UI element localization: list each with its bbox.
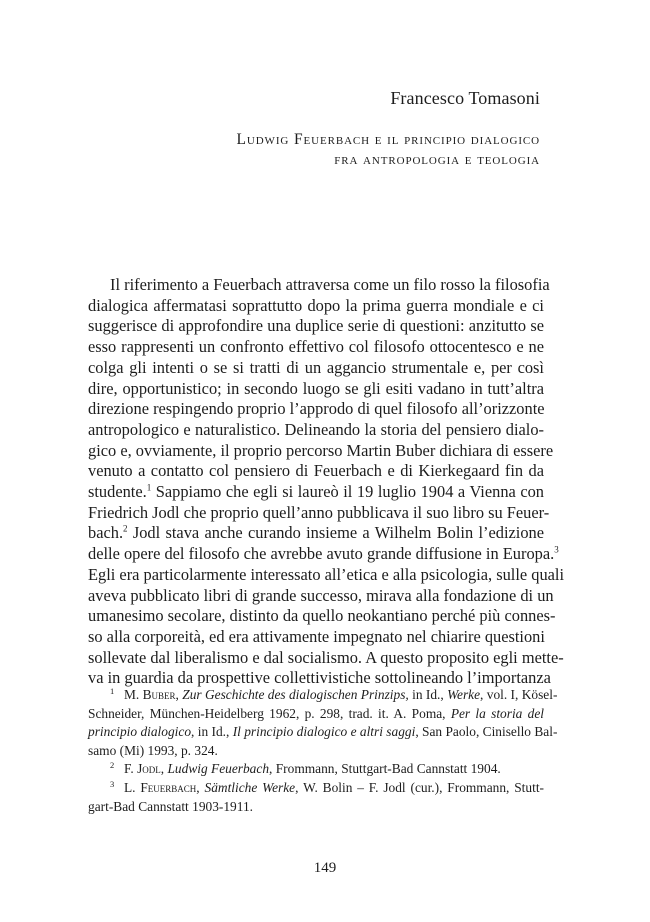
body-line: aveva pubblicato libri di grande successo, mirava alla fondazione di un [88, 585, 554, 605]
title-line-1: Ludwig Feuerbach e il principio dialogico [236, 131, 540, 148]
body-line [88, 544, 559, 565]
body-line: suggerisce di approfondire una duplice serie di questioni: anzitutto se [88, 316, 544, 336]
footnote-text: , vol. I, Kösel- [480, 687, 558, 702]
footnote-author: M. Buber, [124, 687, 179, 702]
body-line: Friedrich Jodl che proprio quell’anno pubblicava il suo libro su Feuer- [88, 502, 550, 522]
footnote-text: , Frommann, Stuttgart-Bad Cannstatt 1904. [269, 761, 501, 777]
page-number: 149 [313, 860, 337, 876]
body-line: so alla corporeità, ed era attivamente impegnato nel chiarire questioni [88, 626, 545, 646]
footnote-author: L. Feuerbach, [124, 779, 200, 795]
footnote-work-title: Sämtliche Werke [204, 779, 296, 795]
body-line: Il riferimento a Feuerbach attraversa come un filo rosso la filosofia [110, 275, 550, 294]
body-fragment: Sappiamo che egli si laureò il 19 luglio 1904 a Vienna con [151, 482, 544, 502]
footnote-work-title: Zur Geschichte des dialogischen Prinzips, [182, 687, 409, 702]
body-line [88, 482, 544, 503]
body-line: venuto a contatto col pensiero di Feuerbach e di Kierkegaard fin da [88, 461, 544, 481]
footnote-text: Schneider, München-Heidelberg 1962, p. 298, trad. it. A. Poma, [88, 705, 451, 721]
body-line: antropologico e naturalistico. Delineando la storia del pensiero dialo- [88, 419, 544, 439]
footnote-text: , in Id., [191, 724, 233, 740]
footnote-work-title: Ludwig Feuerbach [167, 761, 270, 777]
footnotes [88, 685, 558, 816]
body-line: Egli era particolarmente interessato all’etica e alla psicologia, sulle quali [88, 564, 565, 584]
body-fragment: bach. [88, 523, 124, 543]
body-line: dialogica affermatasi soprattutto dopo la prima guerra mondiale e ci [88, 295, 544, 315]
footnote-work-title: Werke [447, 687, 481, 702]
footnote-1-line: samo (Mi) 1993, p. 324. [88, 742, 218, 758]
body-line [88, 523, 544, 544]
body-line: umanesimo secolare, distinto da quello neokantiano perché più connes- [88, 606, 556, 626]
body-line: colga gli intenti o se si tratti di un aggancio strumentale e, per così [88, 357, 544, 377]
footnote-1: 1 M. Buber, Zur Geschichte des dialogischen Prinzips, in Id., Werke, vol. I, Kösel- [110, 685, 558, 702]
body-line: va in guardia da prospettive collettivistiche sottolineando l’importanza [88, 668, 551, 688]
footnote-work-title: Il principio dialogico e altri saggi [232, 724, 416, 740]
footnote-text: in Id., [408, 687, 448, 702]
footnote-reference-1[interactable]: 1 [146, 482, 152, 493]
footnote-text: , San Paolo, Cinisello Bal- [415, 724, 558, 740]
body-fragment: studente. [88, 482, 147, 502]
body-line: sollevate dal liberalismo e dal socialismo. A questo proposito egli mette- [88, 647, 564, 667]
footnote-text: , W. Bolin – F. Jodl (cur.), Frommann, Stutt- [295, 779, 544, 795]
author-name: Francesco Tomasoni [390, 88, 540, 108]
footnote-work-title: principio dialogico [88, 724, 192, 740]
body-fragment: Jodl stava anche curando insieme a Wilhelm Bolin l’edizione [127, 523, 544, 543]
body-line: dire, opportunistico; in secondo luogo se gli esiti vadano in tutt’altra [88, 378, 544, 398]
body-line: gico e, ovviamente, il proprio percorso Martin Buber dichiara di essere [88, 440, 554, 460]
body-text [88, 275, 565, 689]
footnote-2: 2 F. Jodl, Ludwig Feuerbach, Frommann, Stuttgart-Bad Cannstatt 1904. [110, 759, 501, 777]
footnote-reference-2[interactable]: 2 [123, 523, 128, 534]
body-line: esso rappresenti un confronto effettivo col filosofo ottocentesco e ne [88, 337, 544, 357]
footnote-1-line [88, 723, 558, 742]
footnote-1-line [88, 705, 544, 724]
footnote-reference-3[interactable]: 3 [554, 544, 559, 555]
footnote-author: F. Jodl, [124, 761, 165, 777]
body-fragment: delle opere del filosofo che avrebbe avuto grande diffusione in Europa. [88, 544, 555, 564]
footnote-3: 3 L. Feuerbach, Sämtliche Werke, W. Bolin – F. Jodl (cur.), Frommann, Stutt- [110, 778, 544, 795]
footnote-work-title: Per la storia del [450, 705, 545, 721]
footnote-3-line: gart-Bad Cannstatt 1903-1911. [88, 798, 253, 814]
title-line-2: fra antropologia e teologia [334, 151, 540, 168]
body-line: direzione respingendo proprio l’approdo di quel filosofo all’orizzonte [88, 399, 545, 419]
article-title [236, 130, 540, 170]
